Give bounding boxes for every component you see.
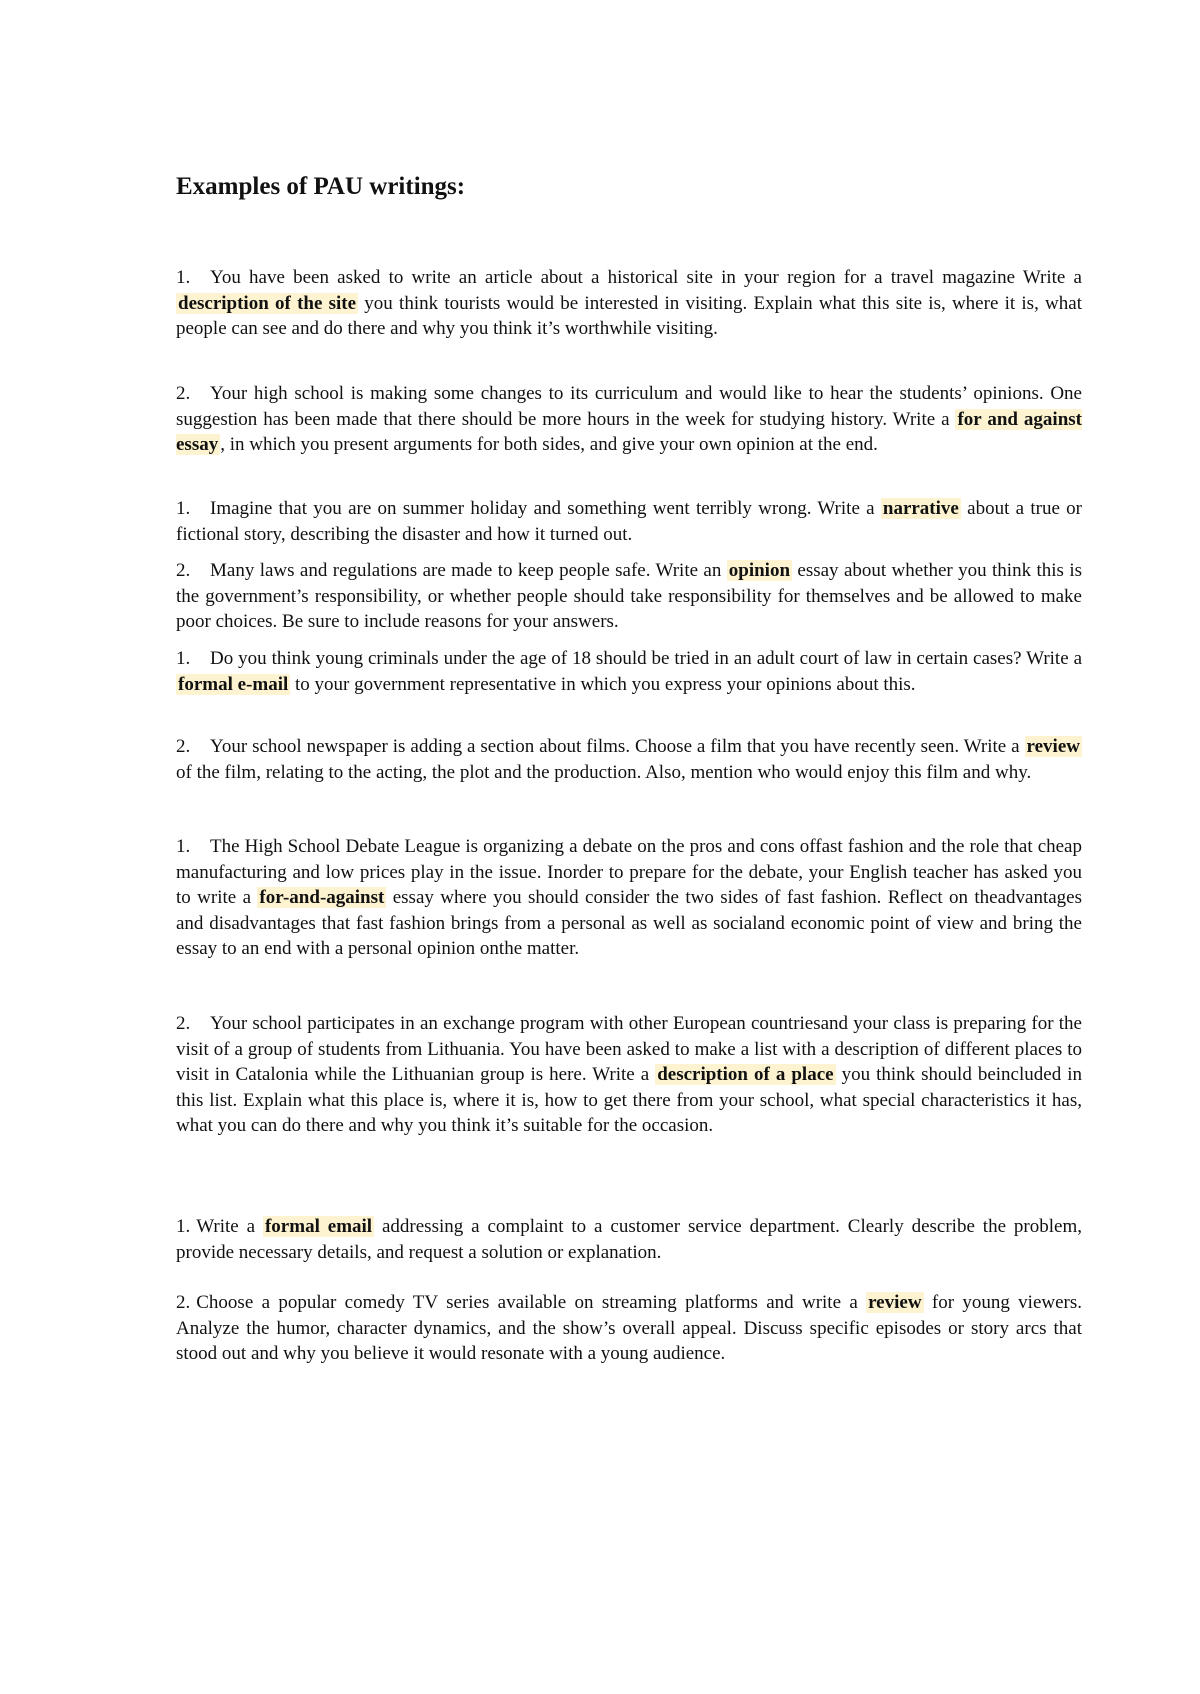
prompt-text: essay about whether you think this is the government’s responsibility, or whether people should take responsibility for themselves and be allowed to make poor choices. Be sure to include reasons for your answers. xyxy=(176,560,1082,632)
writing-prompt xyxy=(176,265,1082,342)
prompt-text: for young viewers. Analyze the humor, character dynamics, and the show’s overall appeal. Discuss specific episodes or story arcs that stood out and why you believe it would resonate with a young audience. xyxy=(176,1292,1083,1364)
writing-prompt xyxy=(176,381,1082,458)
writing-prompt xyxy=(176,734,1082,785)
prompt-text-type-highlight: description of the site xyxy=(178,292,357,314)
prompt-number: 2. xyxy=(176,736,191,757)
prompt-text-type-highlight: opinion xyxy=(728,560,791,581)
prompt-text: Do you think young criminals under the age of 18 should be tried in an adult court of law in certain cases? Write a xyxy=(210,648,1082,669)
prompt-text-type-highlight: review xyxy=(1026,736,1080,757)
prompt-text: The High School Debate League is organizing a debate on the pros and cons offast fashion and the role that cheap manufacturing and low prices play in the issue. Inorder to prepare for the debate, your English teacher has asked you to write a xyxy=(176,836,1082,908)
prompt-number: 1. xyxy=(176,836,191,857)
prompt-text: about a true or fictional story, describing the disaster and how it turned out. xyxy=(176,498,1082,545)
prompt-text: you think tourists would be interested in visiting. Explain what this site is, where it is, what people can see and do there and why you think it’s worthwhile visiting. xyxy=(176,292,1082,339)
prompt-text-type-highlight: formal e-mail xyxy=(178,673,289,695)
prompt-text: Many laws and regulations are made to keep people safe. Write an xyxy=(210,560,727,581)
prompt-text: to your government representative in which you express your opinions about this. xyxy=(290,673,916,695)
prompt-text: Your school participates in an exchange program with other European countriesand your class is preparing for the visit of a group of students from Lithuania. You have been asked to make a list with a description of different places to visit in Catalonia while the Lithuanian group is here. Write a xyxy=(176,1013,1082,1085)
prompt-text: addressing a complaint to a customer service department. Clearly describe the problem, provide necessary details, and request a solution or explanation. xyxy=(176,1216,1082,1263)
prompt-number: 1. xyxy=(176,498,191,519)
prompt-number: 2. xyxy=(176,1292,191,1313)
prompt-text: Choose a popular comedy TV series available on streaming platforms and write a xyxy=(196,1292,867,1313)
prompt-text: essay where you should consider the two sides of fast fashion. Reflect on theadvantages and disadvantages that fast fashion brings from a personal as well as socialand economic point of view and bring the essay to an end with a personal opinion onthe matter. xyxy=(176,887,1082,959)
prompt-text: You have been asked to write an article about a historical site in your region for a travel magazine Write a xyxy=(210,267,1082,288)
prompt-text: Your school newspaper is adding a section about films. Choose a film that you have recently seen. Write a xyxy=(210,736,1025,757)
prompt-number: 1. xyxy=(176,267,191,288)
prompt-number: 1. xyxy=(176,1216,191,1237)
prompt-text: you think should beincluded in this list. Explain what this place is, where it is, how to get there from your school, what special characteristics it has, what you can do there and why you think it’s suitable for the occasion. xyxy=(176,1064,1082,1136)
writing-prompt xyxy=(176,1011,1082,1139)
prompt-text-type-highlight: for-and-against xyxy=(259,887,385,908)
prompt-text: Imagine that you are on summer holiday and something went terribly wrong. Write a xyxy=(210,498,881,519)
prompt-number: 2. xyxy=(176,1013,191,1034)
prompt-text: of the film, relating to the acting, the plot and the production. Also, mention who would enjoy this film and why. xyxy=(176,761,1032,783)
prompt-text-type-highlight: formal email xyxy=(264,1216,373,1237)
writing-prompt xyxy=(176,834,1082,962)
prompt-text: Your high school is making some changes to its curriculum and would like to hear the students’ opinions. One suggestion has been made that there should be more hours in the week for studying history. Write a xyxy=(176,383,1082,430)
prompt-number: 1. xyxy=(176,648,191,669)
prompt-text-type-highlight: narrative xyxy=(882,498,959,519)
prompt-number: 2. xyxy=(176,560,191,581)
prompt-number: 2. xyxy=(176,383,191,404)
writing-prompt xyxy=(176,1290,1082,1367)
writing-prompt xyxy=(176,496,1082,547)
writing-prompt xyxy=(176,646,1082,697)
prompt-text: , in which you present arguments for both sides, and give your own opinion at the end. xyxy=(220,434,878,455)
writing-prompt xyxy=(176,558,1082,635)
writing-prompt xyxy=(176,1214,1082,1265)
prompt-text-type-highlight: description of a place xyxy=(657,1064,834,1085)
prompt-text: Write a xyxy=(196,1216,263,1237)
page-title: Examples of PAU writings: xyxy=(176,173,466,200)
prompt-text-type-highlight: review xyxy=(868,1292,922,1313)
prompt-text-type-highlight: for and against essay xyxy=(176,408,1082,455)
